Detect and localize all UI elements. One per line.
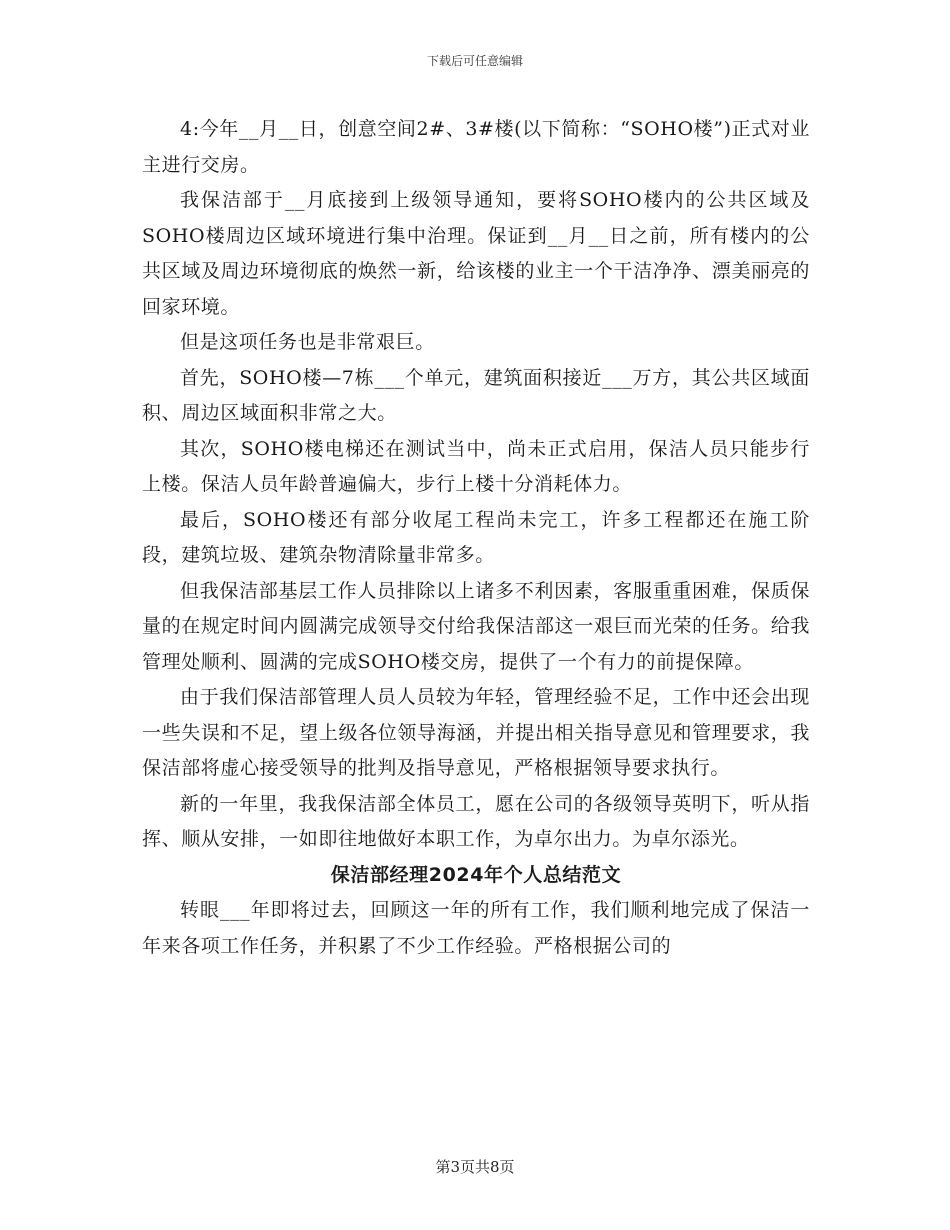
- paragraph: 新的一年里，我我保洁部全体员工，愿在公司的各级领导英明下，听从指挥、顺从安排，一如即往地做好本职工作，为卓尔出力。为卓尔添光。: [142, 792, 810, 850]
- page-footer: 第3页共8页: [435, 1158, 515, 1176]
- document-body: [142, 112, 810, 964]
- section-title: 保洁部经理2024年个人总结范文: [330, 863, 622, 886]
- paragraph: 我保洁部于__月底接到上级领导通知，要将SOHO楼内的公共区域及SOHO楼周边区域环境进行集中治理。保证到__月__日之前，所有楼内的公共区域及周边环境彻底的焕然一新，给该楼的业主一个干洁净净、漂美丽亮的回家环境。: [142, 189, 810, 318]
- paragraph: 首先，SOHO楼—7栋___个单元，建筑面积接近___万方，其公共区域面积、周边区域面积非常之大。: [142, 366, 810, 424]
- paragraph: 4:今年__月__日，创意空间2#、3#楼(以下简称：“SOHO楼”)正式对业主进行交房。: [142, 118, 810, 176]
- page-header: 下载后可任意编辑: [426, 54, 523, 68]
- paragraph: 但是这项任务也是非常艰巨。: [180, 331, 435, 353]
- paragraph: 其次，SOHO楼电梯还在测试当中，尚未正式启用，保洁人员只能步行上楼。保洁人员年龄普遍偏大，步行上楼十分消耗体力。: [142, 437, 810, 495]
- paragraph: 转眼___年即将过去，回顾这一年的所有工作，我们顺利地完成了保洁一年来各项工作任务，并积累了不少工作经验。严格根据公司的: [142, 899, 810, 957]
- paragraph: 由于我们保洁部管理人员人员较为年轻，管理经验不足，工作中还会出现一些失误和不足，望上级各位领导海涵，并提出相关指导意见和管理要求，我保洁部将虚心接受领导的批判及指导意见，严格根据领导要求执行。: [142, 686, 810, 779]
- paragraph: 但我保洁部基层工作人员排除以上诸多不利因素，客服重重困难，保质保量的在规定时间内圆满完成领导交付给我保洁部这一艰巨而光荣的任务。给我管理处顺利、圆满的完成SOHO楼交房，提供了一个有力的前提保障。: [142, 579, 810, 673]
- paragraph: 最后，SOHO楼还有部分收尾工程尚未完工，许多工程都还在施工阶段，建筑垃圾、建筑杂物清除量非常多。: [142, 508, 810, 566]
